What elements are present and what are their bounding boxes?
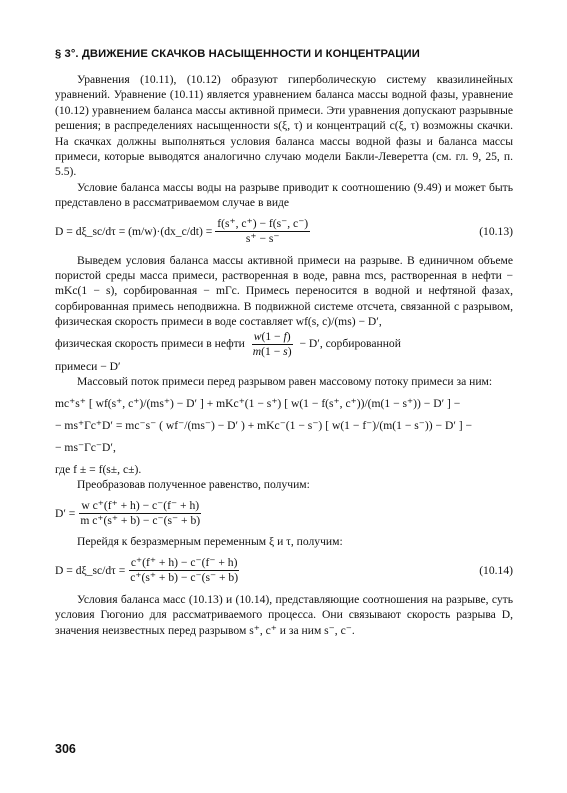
equation-d-prime xyxy=(55,496,513,530)
paragraph-1: Уравнения (10.11), (10.12) образуют гиперболическую систему квазилинейных уравнений. Уравнение (10.11) является уравнением баланса массы водной фазы, уравнение (10.12) уравнением баланса массы активной примеси. Эти уравнения допускают разрывные решения; в распределениях насыщенности s(ξ, τ) и концентраций c(ξ, τ) возможны скачки. На скачках должны выполняться условия баланса массы водной фазы и баланса массы примеси, которые выводятся аналогично случаю модели Бакли-Леверетта (см. гл. 9, 25, п. 5.5). xyxy=(55,73,513,179)
equation-flux-line-3: − ms⁻Γc⁻D′, xyxy=(55,440,116,454)
eq1-numerator: f(s⁺, c⁺) − f(s⁻, c⁻) xyxy=(217,217,309,231)
section-heading: § 3°. ДВИЖЕНИЕ СКАЧКОВ НАСЫЩЕННОСТИ И КОНЦЕНТРАЦИИ xyxy=(55,48,420,60)
eq3-numerator: w c⁺(f⁺ + h) − c⁻(f⁻ + h) xyxy=(81,498,200,512)
paragraph-3-end: примеси − D′ xyxy=(55,359,121,373)
eq1-fraction xyxy=(215,217,310,246)
paragraph-4: Массовый поток примеси перед разрывом равен массовому потоку примеси за ним: xyxy=(77,375,493,389)
eq4-denominator: c⁺(s⁺ + b) − c⁻(s⁻ + b) xyxy=(130,571,239,585)
para3b-text: физическая скорость примеси в нефти xyxy=(55,336,245,350)
paragraph-6: Перейдя к безразмерным переменным ξ и τ, получим: xyxy=(77,535,343,549)
eq3-denominator: m c⁺(s⁺ + b) − c⁻(s⁻ + b) xyxy=(80,513,201,527)
equation-10-13 xyxy=(55,215,513,249)
equation-flux-line-1: mc⁺s⁺ [ wf(s⁺, c⁺)/(ms⁺) − D′ ] + mKc⁺(1 − s⁺) [ w(1 − f(s⁺, c⁺))/(m(1 − s⁺)) − D′ ] − xyxy=(55,396,461,410)
eq4-label: (10.14) xyxy=(479,564,513,578)
para3c-text: − D′, сорбированной xyxy=(299,336,401,350)
eq4-numerator: c⁺(f⁺ + h) − c⁻(f⁻ + h) xyxy=(130,556,238,570)
oil-velocity-fraction: $\frac{w(1 - f)}{m(1 - s)}$ xyxy=(252,329,292,358)
eq1-lhs: D = dξ_sc/dτ = (m/w)·(dx_c/dt) = xyxy=(55,225,213,239)
page-number: 306 xyxy=(55,742,76,756)
eq3-lhs: D′ = xyxy=(55,506,76,520)
where-clause: где f ± = f(s±, c±). xyxy=(55,462,142,476)
paragraph-3: Выведем условия баланса массы активной примеси на разрыве. В единичном объеме пористой среды масса примеси, растворенная в воде, равна mcs, растворенная в нефти − mKc(1 − s), сорбированная − mΓc. Примесь переносится в водной и нефтяной фазах, сорбированная примесь неподвижна. В подвижной системе отсчета, связанной с разрывом, физическая скорость примеси в воде составляет wf(s, c)/(ms) − D′, xyxy=(55,253,513,329)
eq4-lhs: D = dξ_sc/dτ = xyxy=(55,564,126,578)
paragraph-5: Преобразовав полученное равенство, получим: xyxy=(77,477,310,491)
eq1-label: (10.13) xyxy=(479,225,513,239)
eq3-fraction xyxy=(78,499,202,528)
paragraph-3-cont xyxy=(55,330,513,359)
equation-10-14 xyxy=(55,554,513,588)
equation-flux-line-2: − ms⁺Γc⁺D′ = mc⁻s⁻ ( wf⁻/(ms⁻) − D′ ) + mKc⁻(1 − s⁻) [ w(1 − f⁻)/(m(1 − s⁻)) − D′ ] − xyxy=(55,418,473,432)
page-body xyxy=(55,40,513,638)
paragraph-7: Условия баланса масс (10.13) и (10.14), представляющие соотношения на разрыве, суть условия Гюгонио для рассматриваемого процесса. Они связывают скорость разрыва D, значения неизвестных перед разрывом s⁺, c⁺ и за ним s⁻, c⁻. xyxy=(55,592,513,637)
eq4-fraction xyxy=(128,556,240,585)
paragraph-2: Условие баланса массы воды на разрыве приводит к соотношению (9.49) и может быть представлено в рассматриваемом случае в виде xyxy=(55,180,513,210)
eq1-denominator: s⁺ − s⁻ xyxy=(245,232,280,246)
